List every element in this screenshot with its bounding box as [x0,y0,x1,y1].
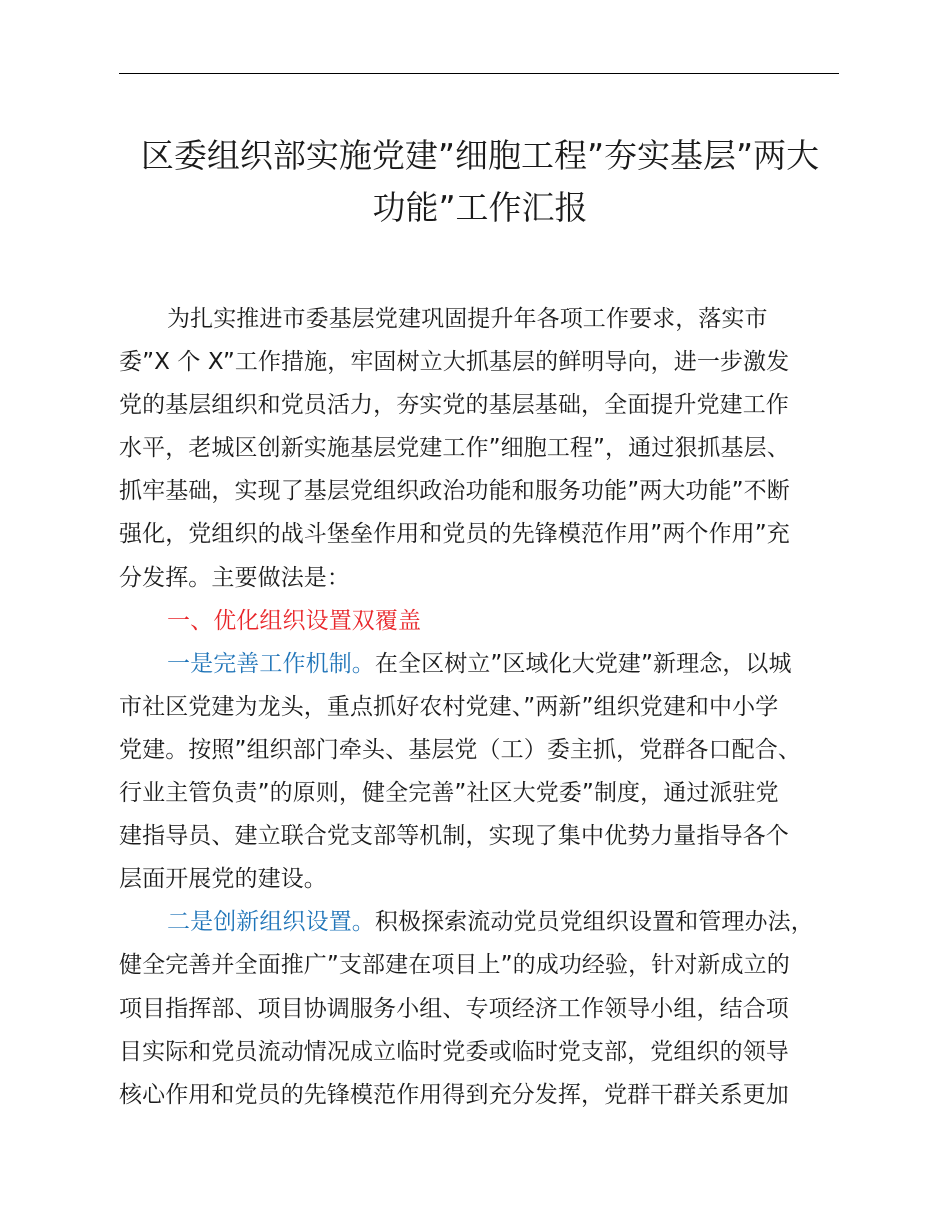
intro-line: 抓牢基础，实现了基层党组织政治功能和服务功能”两大功能”不断 [119,478,790,505]
title-line-2: 功能”工作汇报 [372,188,588,227]
intro-line: 水平，老城区创新实施基层党建工作”细胞工程”，通过狠抓基层、 [119,435,790,462]
paragraph-1-line: 党建。按照”组织部门牵头、基层党（工）委主抓，党群各口配合、 [119,736,801,763]
title-line-1: 区委组织部实施党建”细胞工程”夯实基层”两大 [140,136,820,175]
paragraph-1-first-line [119,643,859,686]
section-heading: 一、优化组织设置双覆盖 [167,607,422,634]
paragraph-2-lead-rest: 积极探索流动党员党组织设置和管理办法， [374,909,814,936]
intro-line: 强化，党组织的战斗堡垒作用和党员的先锋模范作用”两个作用”充 [119,521,790,548]
intro-line: 党的基层组织和党员活力，夯实党的基层基础，全面提升党建工作 [119,392,789,419]
paragraph-2-line: 项目指挥部、项目协调服务小组、专项经济工作领导小组，结合项 [119,995,789,1022]
paragraph-2-line: 健全完善并全面推广”支部建在项目上”的成功经验，针对新成立的 [119,952,790,979]
paragraph-2-line: 目实际和党员流动情况成立临时党委或临时党支部，党组织的领导 [119,1038,789,1065]
paragraph-2-line: 核心作用和党员的先锋模范作用得到充分发挥，党群干群关系更加 [119,1081,789,1108]
paragraph-1-line: 行业主管负责”的原则，健全完善”社区大党委”制度，通过派驻党 [119,780,779,807]
intro-line: 委”X 个 X”工作措施，牢固树立大抓基层的鲜明导向，进一步激发 [119,349,790,376]
paragraph-1-line: 建指导员、建立联合党支部等机制，实现了集中优势力量指导各个 [119,823,789,850]
header-rule [119,73,839,74]
intro-line: 为扎实推进市委基层党建巩固提升年各项工作要求，落实市 [167,306,768,332]
intro-line: 分发挥。主要做法是： [119,564,350,591]
paragraph-2-first-line [119,901,859,944]
paragraph-1-line: 市社区党建为龙头，重点抓好农村党建、”两新”组织党建和中小学 [119,693,779,720]
document-body [119,298,859,1117]
paragraph-1-line: 层面开展党的建设。 [119,866,327,893]
document-title [100,130,860,234]
paragraph-1-lead: 一是完善工作机制。 [167,650,375,677]
paragraph-1-lead-rest: 在全区树立”区域化大党建”新理念，以城 [374,650,792,677]
paragraph-2-lead: 二是创新组织设置。 [167,909,375,936]
